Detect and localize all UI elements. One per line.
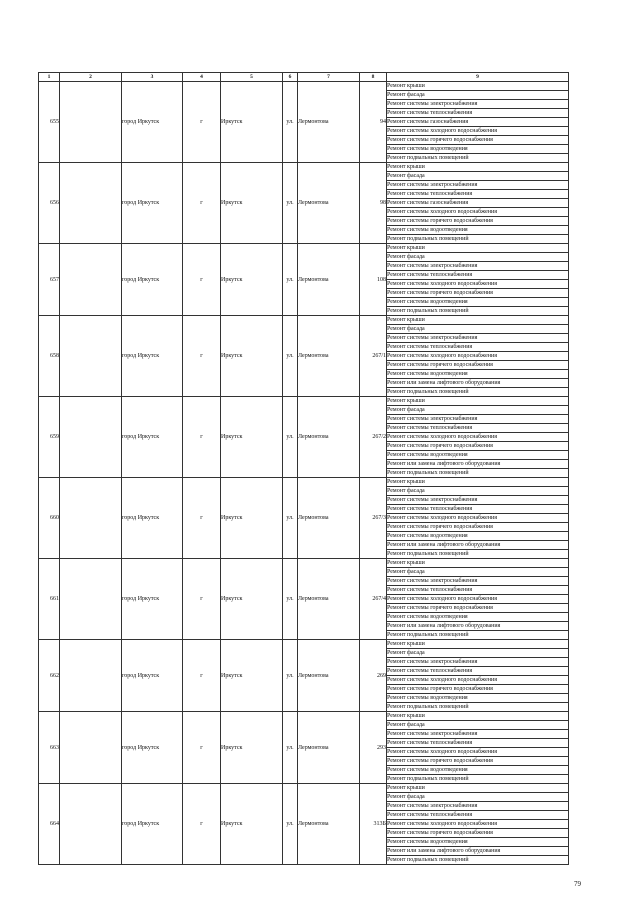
work-item: Ремонт системы электроснабжения bbox=[387, 577, 569, 586]
street-type-cell: ул. bbox=[283, 397, 298, 478]
work-item: Ремонт системы водоотведения bbox=[387, 451, 569, 460]
work-item: Ремонт системы горячего водоснабжения bbox=[387, 685, 569, 694]
work-item: Ремонт системы электроснабжения bbox=[387, 181, 569, 190]
row-number: 658 bbox=[39, 316, 60, 397]
empty-cell bbox=[60, 244, 122, 316]
work-item: Ремонт фасада bbox=[387, 487, 569, 496]
header-row bbox=[39, 73, 569, 82]
street-cell: Лермонтова bbox=[298, 559, 360, 640]
empty-cell bbox=[60, 559, 122, 640]
work-item: Ремонт системы холодного водоснабжения bbox=[387, 595, 569, 604]
work-item: Ремонт системы теплоснабжения bbox=[387, 109, 569, 118]
row-number: 661 bbox=[39, 559, 60, 640]
work-item: Ремонт системы горячего водоснабжения bbox=[387, 361, 569, 370]
locality-cell: Иркутск bbox=[221, 478, 283, 559]
work-item: Ремонт системы электроснабжения bbox=[387, 730, 569, 739]
repair-register-table bbox=[38, 72, 569, 865]
row-number: 663 bbox=[39, 712, 60, 784]
table-row bbox=[39, 559, 569, 568]
municipality-cell: город Иркутск bbox=[122, 316, 183, 397]
locality-cell: Иркутск bbox=[221, 244, 283, 316]
house-number-cell: 293 bbox=[360, 712, 387, 784]
col-header-5: 5 bbox=[221, 73, 283, 82]
page-number: 79 bbox=[574, 880, 581, 888]
house-number-cell: 267/3 bbox=[360, 478, 387, 559]
table-body bbox=[39, 82, 569, 865]
table-row bbox=[39, 82, 569, 91]
municipality-cell: город Иркутск bbox=[122, 478, 183, 559]
work-item: Ремонт крыши bbox=[387, 82, 569, 91]
work-item: Ремонт системы горячего водоснабжения bbox=[387, 217, 569, 226]
municipality-cell: город Иркутск bbox=[122, 640, 183, 712]
street-cell: Лермонтова bbox=[298, 640, 360, 712]
street-cell: Лермонтова bbox=[298, 397, 360, 478]
work-item: Ремонт системы холодного водоснабжения bbox=[387, 280, 569, 289]
municipality-cell: город Иркутск bbox=[122, 163, 183, 244]
col-header-7: 7 bbox=[298, 73, 360, 82]
row-number: 656 bbox=[39, 163, 60, 244]
street-type-cell: ул. bbox=[283, 784, 298, 865]
locality-cell: Иркутск bbox=[221, 559, 283, 640]
house-number-cell: 267/2 bbox=[360, 397, 387, 478]
work-item: Ремонт системы водоотведения bbox=[387, 298, 569, 307]
locality-cell: Иркутск bbox=[221, 712, 283, 784]
empty-cell bbox=[60, 712, 122, 784]
street-type-cell: ул. bbox=[283, 316, 298, 397]
work-item: Ремонт подвальных помещений bbox=[387, 856, 569, 865]
work-item: Ремонт подвальных помещений bbox=[387, 235, 569, 244]
street-cell: Лермонтова bbox=[298, 712, 360, 784]
work-item: Ремонт или замена лифтового оборудования bbox=[387, 379, 569, 388]
table-row bbox=[39, 784, 569, 793]
street-type-cell: ул. bbox=[283, 82, 298, 163]
work-item: Ремонт системы горячего водоснабжения bbox=[387, 136, 569, 145]
house-number-cell: 269 bbox=[360, 640, 387, 712]
work-item: Ремонт системы холодного водоснабжения bbox=[387, 127, 569, 136]
work-item: Ремонт системы холодного водоснабжения bbox=[387, 676, 569, 685]
locality-type-cell: г bbox=[183, 478, 221, 559]
work-item: Ремонт фасада bbox=[387, 793, 569, 802]
street-type-cell: ул. bbox=[283, 559, 298, 640]
work-item: Ремонт крыши bbox=[387, 559, 569, 568]
work-item: Ремонт системы газоснабжения bbox=[387, 118, 569, 127]
house-number-cell: 267/1 bbox=[360, 316, 387, 397]
row-number: 662 bbox=[39, 640, 60, 712]
row-number: 664 bbox=[39, 784, 60, 865]
work-item: Ремонт системы водоотведения bbox=[387, 766, 569, 775]
work-item: Ремонт системы теплоснабжения bbox=[387, 739, 569, 748]
work-item: Ремонт системы горячего водоснабжения bbox=[387, 757, 569, 766]
work-item: Ремонт системы электроснабжения bbox=[387, 802, 569, 811]
empty-cell bbox=[60, 316, 122, 397]
work-item: Ремонт крыши bbox=[387, 712, 569, 721]
locality-cell: Иркутск bbox=[221, 82, 283, 163]
work-item: Ремонт фасада bbox=[387, 406, 569, 415]
work-item: Ремонт системы водоотведения bbox=[387, 694, 569, 703]
street-cell: Лермонтова bbox=[298, 784, 360, 865]
empty-cell bbox=[60, 478, 122, 559]
street-type-cell: ул. bbox=[283, 712, 298, 784]
work-item: Ремонт или замена лифтового оборудования bbox=[387, 460, 569, 469]
work-item: Ремонт подвальных помещений bbox=[387, 550, 569, 559]
row-number: 659 bbox=[39, 397, 60, 478]
work-item: Ремонт подвальных помещений bbox=[387, 703, 569, 712]
work-item: Ремонт крыши bbox=[387, 478, 569, 487]
row-number: 657 bbox=[39, 244, 60, 316]
work-item: Ремонт системы электроснабжения bbox=[387, 334, 569, 343]
house-number-cell: 313Б bbox=[360, 784, 387, 865]
work-item: Ремонт системы холодного водоснабжения bbox=[387, 748, 569, 757]
table-row bbox=[39, 244, 569, 253]
locality-cell: Иркутск bbox=[221, 397, 283, 478]
street-type-cell: ул. bbox=[283, 163, 298, 244]
locality-type-cell: г bbox=[183, 316, 221, 397]
work-item: Ремонт системы горячего водоснабжения bbox=[387, 442, 569, 451]
work-item: Ремонт системы газоснабжения bbox=[387, 199, 569, 208]
street-type-cell: ул. bbox=[283, 640, 298, 712]
work-item: Ремонт системы водоотведения bbox=[387, 370, 569, 379]
work-item: Ремонт системы теплоснабжения bbox=[387, 811, 569, 820]
work-item: Ремонт подвальных помещений bbox=[387, 388, 569, 397]
work-item: Ремонт системы электроснабжения bbox=[387, 415, 569, 424]
empty-cell bbox=[60, 784, 122, 865]
work-item: Ремонт системы теплоснабжения bbox=[387, 190, 569, 199]
col-header-3: 3 bbox=[122, 73, 183, 82]
work-item: Ремонт системы теплоснабжения bbox=[387, 271, 569, 280]
house-number-cell: 267/4 bbox=[360, 559, 387, 640]
work-item: Ремонт крыши bbox=[387, 163, 569, 172]
work-item: Ремонт крыши bbox=[387, 244, 569, 253]
work-item: Ремонт системы теплоснабжения bbox=[387, 424, 569, 433]
col-header-6: 6 bbox=[283, 73, 298, 82]
work-item: Ремонт системы холодного водоснабжения bbox=[387, 433, 569, 442]
municipality-cell: город Иркутск bbox=[122, 559, 183, 640]
municipality-cell: город Иркутск bbox=[122, 784, 183, 865]
municipality-cell: город Иркутск bbox=[122, 82, 183, 163]
house-number-cell: 108 bbox=[360, 244, 387, 316]
locality-type-cell: г bbox=[183, 559, 221, 640]
street-cell: Лермонтова bbox=[298, 163, 360, 244]
street-cell: Лермонтова bbox=[298, 244, 360, 316]
work-item: Ремонт системы электроснабжения bbox=[387, 262, 569, 271]
col-header-4: 4 bbox=[183, 73, 221, 82]
col-header-2: 2 bbox=[60, 73, 122, 82]
table-row bbox=[39, 316, 569, 325]
empty-cell bbox=[60, 82, 122, 163]
work-item: Ремонт подвальных помещений bbox=[387, 631, 569, 640]
municipality-cell: город Иркутск bbox=[122, 244, 183, 316]
work-item: Ремонт крыши bbox=[387, 640, 569, 649]
col-header-9: 9 bbox=[387, 73, 569, 82]
work-item: Ремонт системы теплоснабжения bbox=[387, 586, 569, 595]
empty-cell bbox=[60, 163, 122, 244]
work-item: Ремонт системы электроснабжения bbox=[387, 100, 569, 109]
locality-type-cell: г bbox=[183, 163, 221, 244]
row-number: 655 bbox=[39, 82, 60, 163]
work-item: Ремонт подвальных помещений bbox=[387, 775, 569, 784]
work-item: Ремонт системы теплоснабжения bbox=[387, 505, 569, 514]
work-item: Ремонт подвальных помещений bbox=[387, 307, 569, 316]
work-item: Ремонт системы водоотведения bbox=[387, 226, 569, 235]
work-item: Ремонт системы горячего водоснабжения bbox=[387, 289, 569, 298]
work-item: Ремонт фасада bbox=[387, 721, 569, 730]
street-cell: Лермонтова bbox=[298, 82, 360, 163]
col-header-8: 8 bbox=[360, 73, 387, 82]
table-row bbox=[39, 163, 569, 172]
locality-type-cell: г bbox=[183, 82, 221, 163]
work-item: Ремонт или замена лифтового оборудования bbox=[387, 622, 569, 631]
empty-cell bbox=[60, 397, 122, 478]
work-item: Ремонт системы холодного водоснабжения bbox=[387, 208, 569, 217]
locality-cell: Иркутск bbox=[221, 316, 283, 397]
municipality-cell: город Иркутск bbox=[122, 397, 183, 478]
work-item: Ремонт системы холодного водоснабжения bbox=[387, 514, 569, 523]
work-item: Ремонт системы горячего водоснабжения bbox=[387, 523, 569, 532]
work-item: Ремонт системы теплоснабжения bbox=[387, 667, 569, 676]
locality-type-cell: г bbox=[183, 397, 221, 478]
row-number: 660 bbox=[39, 478, 60, 559]
table-row bbox=[39, 640, 569, 649]
work-item: Ремонт системы горячего водоснабжения bbox=[387, 604, 569, 613]
street-type-cell: ул. bbox=[283, 478, 298, 559]
work-item: Ремонт системы холодного водоснабжения bbox=[387, 352, 569, 361]
work-item: Ремонт системы электроснабжения bbox=[387, 496, 569, 505]
locality-cell: Иркутск bbox=[221, 784, 283, 865]
work-item: Ремонт системы водоотведения bbox=[387, 613, 569, 622]
work-item: Ремонт или замена лифтового оборудования bbox=[387, 541, 569, 550]
work-item: Ремонт или замена лифтового оборудования bbox=[387, 847, 569, 856]
empty-cell bbox=[60, 640, 122, 712]
work-item: Ремонт фасада bbox=[387, 325, 569, 334]
locality-cell: Иркутск bbox=[221, 640, 283, 712]
locality-cell: Иркутск bbox=[221, 163, 283, 244]
locality-type-cell: г bbox=[183, 712, 221, 784]
street-cell: Лермонтова bbox=[298, 316, 360, 397]
work-item: Ремонт системы электроснабжения bbox=[387, 658, 569, 667]
locality-type-cell: г bbox=[183, 244, 221, 316]
work-item: Ремонт системы горячего водоснабжения bbox=[387, 829, 569, 838]
table-row bbox=[39, 478, 569, 487]
work-item: Ремонт системы водоотведения bbox=[387, 532, 569, 541]
col-header-1: 1 bbox=[39, 73, 60, 82]
work-item: Ремонт системы водоотведения bbox=[387, 145, 569, 154]
house-number-cell: 98 bbox=[360, 163, 387, 244]
house-number-cell: 94 bbox=[360, 82, 387, 163]
street-cell: Лермонтова bbox=[298, 478, 360, 559]
work-item: Ремонт крыши bbox=[387, 784, 569, 793]
work-item: Ремонт фасада bbox=[387, 253, 569, 262]
work-item: Ремонт фасада bbox=[387, 568, 569, 577]
work-item: Ремонт фасада bbox=[387, 91, 569, 100]
locality-type-cell: г bbox=[183, 784, 221, 865]
work-item: Ремонт системы холодного водоснабжения bbox=[387, 820, 569, 829]
work-item: Ремонт системы теплоснабжения bbox=[387, 343, 569, 352]
work-item: Ремонт системы водоотведения bbox=[387, 838, 569, 847]
work-item: Ремонт крыши bbox=[387, 316, 569, 325]
work-item: Ремонт фасада bbox=[387, 649, 569, 658]
work-item: Ремонт подвальных помещений bbox=[387, 154, 569, 163]
street-type-cell: ул. bbox=[283, 244, 298, 316]
table-row bbox=[39, 712, 569, 721]
work-item: Ремонт крыши bbox=[387, 397, 569, 406]
table-row bbox=[39, 397, 569, 406]
locality-type-cell: г bbox=[183, 640, 221, 712]
work-item: Ремонт подвальных помещений bbox=[387, 469, 569, 478]
municipality-cell: город Иркутск bbox=[122, 712, 183, 784]
work-item: Ремонт фасада bbox=[387, 172, 569, 181]
